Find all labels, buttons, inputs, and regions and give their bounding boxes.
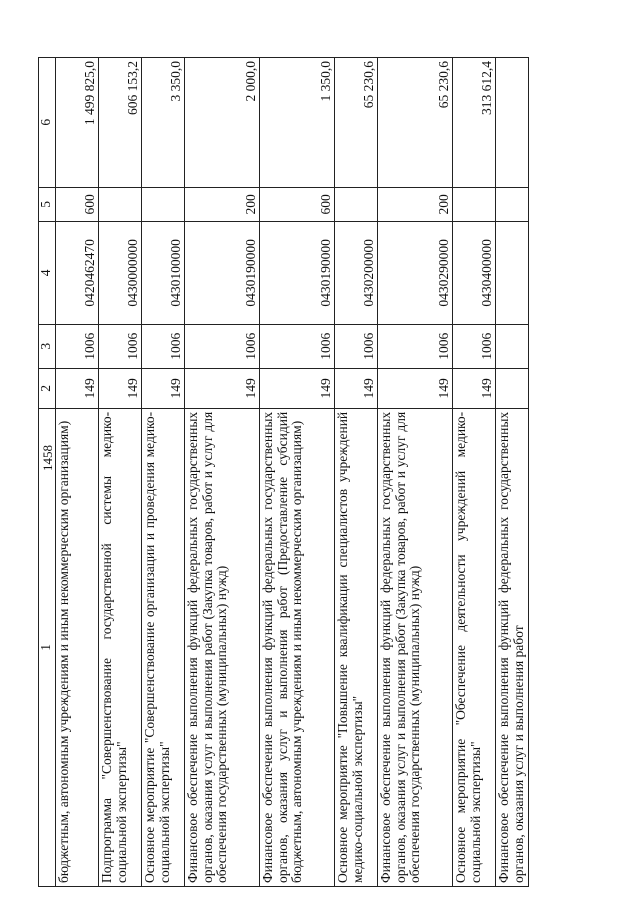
- cell-code-2: 149: [56, 368, 99, 408]
- cell-amount: 1 350,0: [260, 58, 335, 188]
- column-header: 1: [39, 408, 56, 886]
- cell-code-2: 149: [99, 368, 142, 408]
- cell-code-4: 0430400000: [453, 222, 496, 325]
- row-description: Финансовое обеспечение выполнения функций федеральных государственных органов, оказания услуг и выполнения работ (Предоставление субсидий бюджетным, автономным учреждениям и иным некоммерческим организациям): [260, 408, 335, 886]
- cell-code-4: 0430200000: [335, 222, 378, 325]
- cell-code-3: 1006: [335, 324, 378, 368]
- cell-amount: 3 350,0: [142, 58, 185, 188]
- row-description: Финансовое обеспечение выполнения функций федеральных государственных органов, оказания услуг и выполнения работ: [496, 408, 529, 886]
- table-row: [56, 58, 99, 887]
- cell-code-4: 0430190000: [260, 222, 335, 325]
- cell-code-4: 0420462470: [56, 222, 99, 325]
- row-description: Финансовое обеспечение выполнения функций федеральных государственных органов, оказания услуг и выполнения работ (Закупка товаров, работ и услуг для обеспечения государственных (муниципальных) нужд): [185, 408, 260, 886]
- cell-code-3: 1006: [453, 324, 496, 368]
- cell-code-3: 1006: [99, 324, 142, 368]
- cell-code-5: 200: [185, 187, 260, 222]
- cell-code-2: 149: [453, 368, 496, 408]
- cell-amount: 65 230,6: [378, 58, 453, 188]
- column-header: 2: [39, 368, 56, 408]
- cell-code-3: 1006: [142, 324, 185, 368]
- cell-code-5: 200: [378, 187, 453, 222]
- table-row: [99, 58, 142, 887]
- cell-code-5: [335, 187, 378, 222]
- cell-amount: 2 000,0: [185, 58, 260, 188]
- cell-code-3: 1006: [260, 324, 335, 368]
- cell-code-3: 1006: [378, 324, 453, 368]
- table-row: [142, 58, 185, 887]
- cell-code-5: [453, 187, 496, 222]
- cell-code-4: [496, 222, 529, 325]
- cell-code-2: 149: [185, 368, 260, 408]
- cell-amount: 1 499 825,0: [56, 58, 99, 188]
- table-row: [185, 58, 260, 887]
- cell-amount: [496, 58, 529, 188]
- cell-amount: 65 230,6: [335, 58, 378, 188]
- row-description: Основное мероприятие "Совершенствование организации и проведения медико-социальной экспертизы": [142, 408, 185, 886]
- cell-amount: 606 153,2: [99, 58, 142, 188]
- cell-code-4: 0430000000: [99, 222, 142, 325]
- cell-code-5: [99, 187, 142, 222]
- page-number: 1458: [40, 445, 55, 471]
- row-description: бюджетным, автономным учреждениям и иным некоммерческим организациям): [56, 408, 99, 886]
- cell-code-4: 0430100000: [142, 222, 185, 325]
- cell-code-2: 149: [142, 368, 185, 408]
- row-description: Подпрограмма "Совершенствование государственной системы медико-социальной экспертизы": [99, 408, 142, 886]
- row-description: Основное мероприятие "Обеспечение деятельности учреждений медико-социальной экспертизы": [453, 408, 496, 886]
- cell-code-5: [142, 187, 185, 222]
- table-row: [260, 58, 335, 887]
- column-header: 5: [39, 187, 56, 222]
- cell-code-5: [496, 187, 529, 222]
- cell-code-3: 1006: [56, 324, 99, 368]
- budget-table: [38, 57, 529, 887]
- cell-code-2: 149: [335, 368, 378, 408]
- table-header-row: [39, 58, 56, 887]
- column-header: 3: [39, 324, 56, 368]
- row-description: Финансовое обеспечение выполнения функций федеральных государственных органов, оказания услуг и выполнения работ (Закупка товаров, работ и услуг для обеспечения государственных (муниципальных) нужд): [378, 408, 453, 886]
- cell-code-5: 600: [260, 187, 335, 222]
- row-description: Основное мероприятие "Повышение квалификации специалистов учреждений медико-социальной экспертизы": [335, 408, 378, 886]
- cell-code-4: 0430290000: [378, 222, 453, 325]
- cell-code-3: 1006: [185, 324, 260, 368]
- rotated-table-container: [38, 57, 598, 887]
- cell-code-2: 149: [378, 368, 453, 408]
- cell-code-2: [496, 368, 529, 408]
- cell-code-3: [496, 324, 529, 368]
- cell-code-4: 0430190000: [185, 222, 260, 325]
- table-row: [378, 58, 453, 887]
- table-row: [335, 58, 378, 887]
- column-header: 6: [39, 58, 56, 188]
- column-header: 4: [39, 222, 56, 325]
- table-row: [453, 58, 496, 887]
- cell-code-2: 149: [260, 368, 335, 408]
- cell-amount: 313 612,4: [453, 58, 496, 188]
- table-row: [496, 58, 529, 887]
- cell-code-5: 600: [56, 187, 99, 222]
